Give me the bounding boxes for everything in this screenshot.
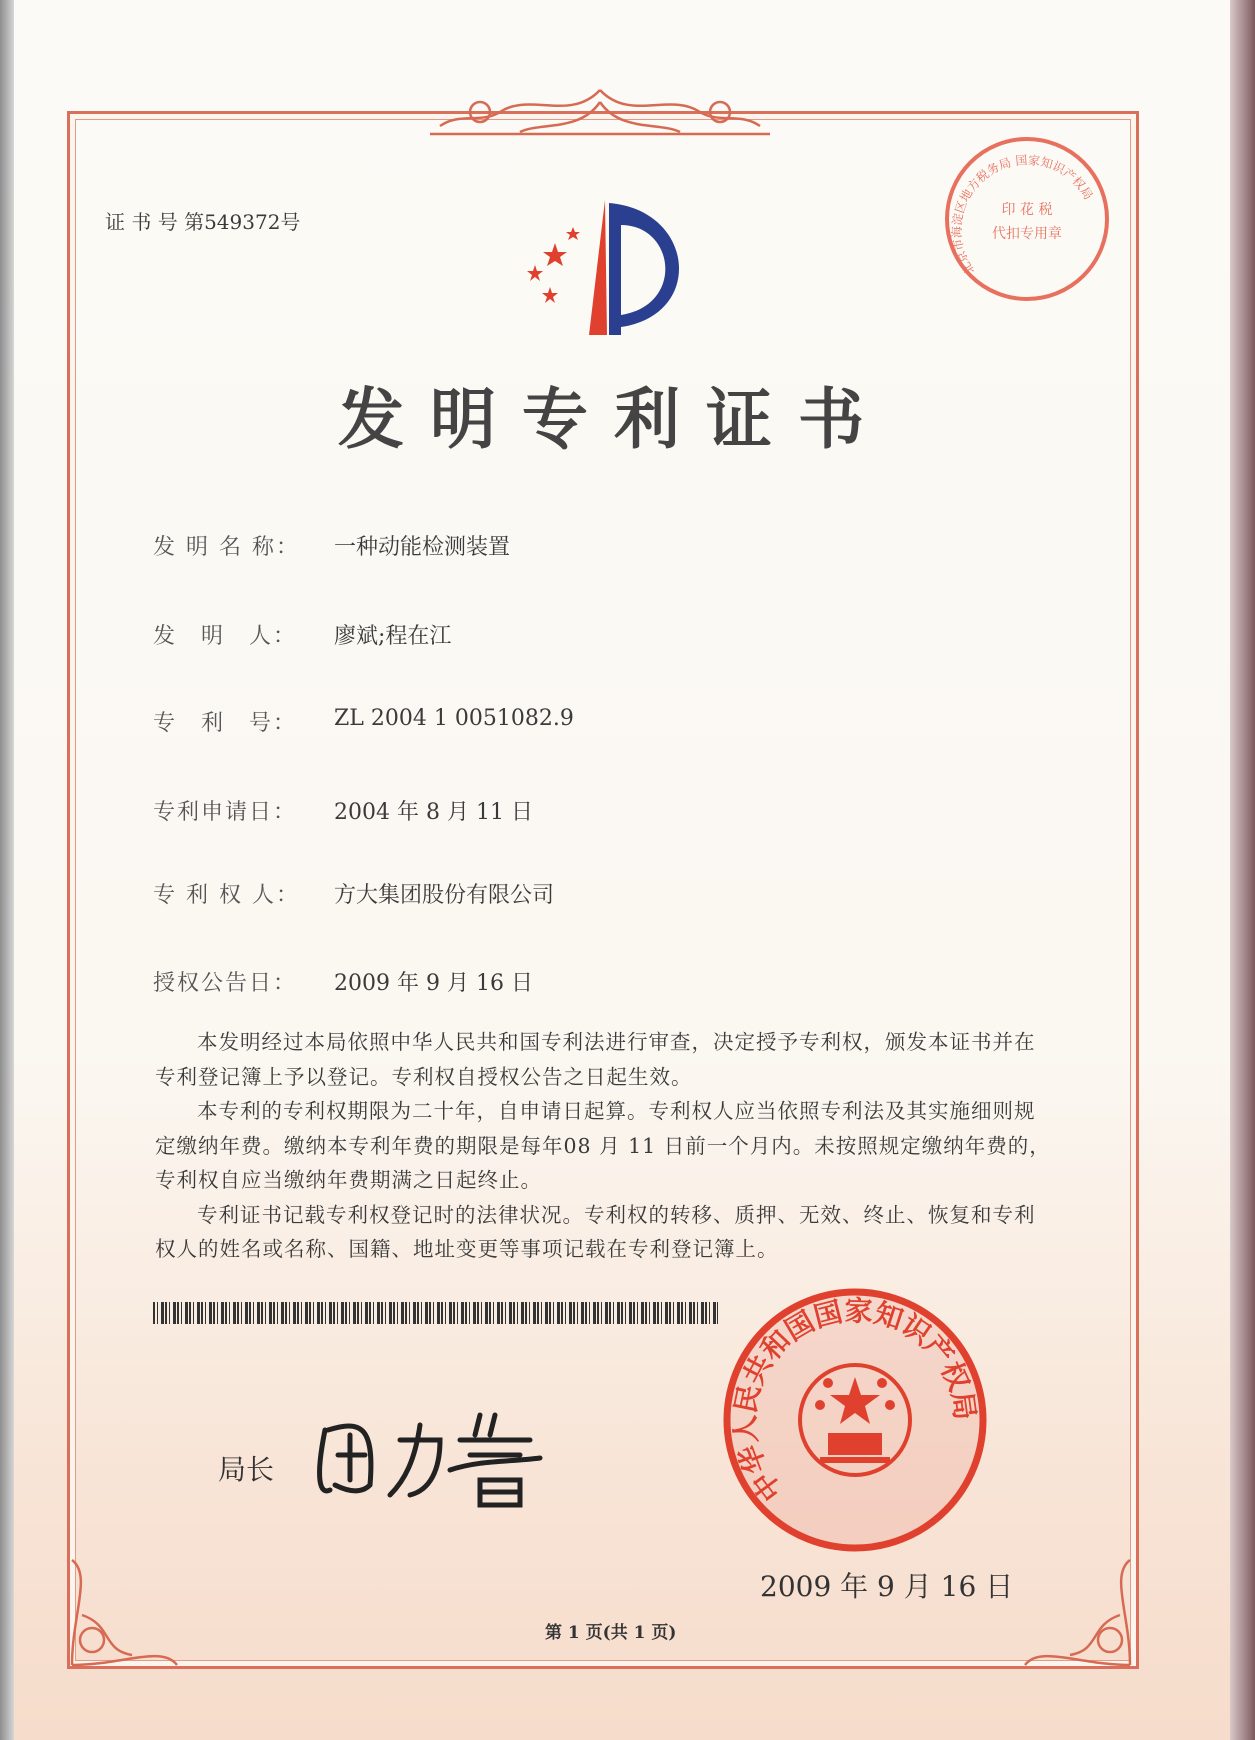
field-label: 专 利 号： (153, 711, 298, 736)
tax-stamp-ring-text: 北京市海淀区地方税务局 国家知识产权局 (949, 153, 1096, 278)
field-grant-date (153, 966, 533, 997)
field-inventor (153, 619, 451, 650)
director-signature (310, 1400, 550, 1510)
field-value: 2009 年 9 月 16 日 (334, 971, 533, 996)
field-patent-number (153, 706, 574, 737)
field-label: 发 明 人： (153, 624, 298, 649)
field-label: 发 明 名 称： (153, 535, 300, 560)
field-value: 一种动能检测装置 (334, 535, 511, 560)
top-ornament-icon (420, 82, 780, 140)
field-value: 2004 年 8 月 11 日 (334, 800, 533, 825)
field-label: 授权公告日： (153, 971, 298, 996)
director-label: 局长 (218, 1453, 275, 1486)
tax-stamp-line-1: 印 花 税 (1001, 202, 1053, 218)
field-patentee (153, 878, 554, 909)
page-footer: 第 1 页(共 1 页) (545, 1623, 677, 1643)
official-seal (720, 1285, 990, 1555)
corner-ornament-icon (62, 1555, 182, 1675)
field-label: 专利申请日： (153, 800, 298, 825)
scan-edge-left (0, 0, 14, 1740)
barcode (153, 1302, 718, 1324)
certificate-body (155, 1025, 1055, 1267)
corner-ornament-icon (1020, 1555, 1140, 1675)
body-paragraph: 本发明经过本局依照中华人民共和国专利法进行审查，决定授予专利权，颁发本证书并在专利登记簿上予以登记。专利权自授权公告之日起生效。 (155, 1030, 1036, 1089)
scan-edge-right (1230, 0, 1255, 1740)
tax-stamp-line-2: 代扣专用章 (992, 226, 1062, 242)
field-value: ZL 2004 1 0051082.9 (334, 706, 574, 731)
patent-office-logo-icon (505, 195, 705, 345)
seal-ring-text: 中华人民共和国国家知识产权局 (728, 1294, 982, 1508)
issue-date: 2009 年 9 月 16 日 (760, 1570, 1014, 1603)
field-invention-name (153, 530, 510, 561)
certificate-number: 证 书 号 第549372号 (105, 210, 301, 234)
tax-stamp (942, 134, 1112, 304)
certificate-title: 发明专利证书 (338, 380, 890, 458)
field-application-date (153, 795, 533, 826)
field-value: 方大集团股份有限公司 (334, 883, 555, 908)
field-value: 廖斌;程在江 (334, 624, 452, 649)
body-paragraph: 本专利的专利权期限为二十年，自申请日起算。专利权人应当依照专利法及其实施细则规定缴纳年费。缴纳本专利年费的期限是每年08 月 11 日前一个月内。未按照规定缴纳年费的，专利权自应当缴纳年费期满之日起终止。 (155, 1099, 1051, 1192)
body-paragraph: 专利证书记载专利权登记时的法律状况。专利权的转移、质押、无效、终止、恢复和专利权人的姓名或名称、国籍、地址变更等事项记载在专利登记簿上。 (155, 1202, 1036, 1261)
field-label: 专 利 权 人： (153, 883, 300, 908)
